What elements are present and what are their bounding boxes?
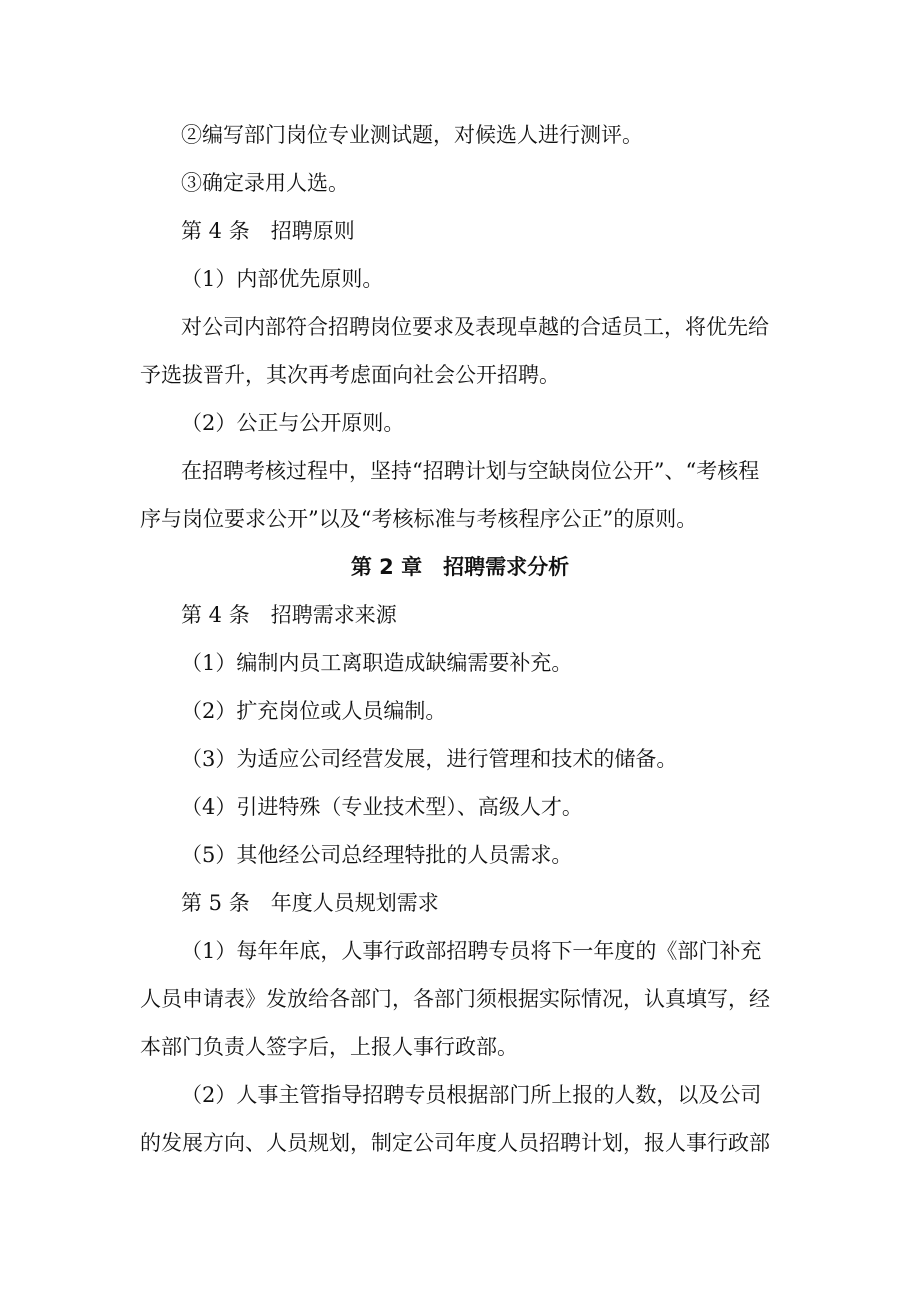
- list-item: （2）公正与公开原则。: [181, 411, 405, 435]
- paragraph-line: 在招聘考核过程中，坚持“招聘计划与空缺岗位公开”、“考核程: [181, 459, 760, 483]
- paragraph-line: ②编写部门岗位专业测试题，对候选人进行测评。: [181, 123, 643, 147]
- chapter-heading: 第 2 章 招聘需求分析: [350, 555, 570, 579]
- list-item: （1）编制内员工离职造成缺编需要补充。: [181, 651, 573, 675]
- list-item: （2）人事主管指导招聘专员根据部门所上报的人数，以及公司: [181, 1083, 762, 1107]
- list-item: （1）内部优先原则。: [181, 267, 384, 291]
- article-title: 第 4 条 招聘原则: [181, 219, 355, 243]
- paragraph-line: 对公司内部符合招聘岗位要求及表现卓越的合适员工，将优先给: [181, 315, 769, 339]
- article-title: 第 5 条 年度人员规划需求: [181, 891, 439, 915]
- paragraph-line: 序与岗位要求公开”以及“考核标准与考核程序公正”的原则。: [140, 507, 698, 531]
- paragraph-line: 本部门负责人签字后，上报人事行政部。: [140, 1035, 518, 1059]
- paragraph-line: 人员申请表》发放给各部门，各部门须根据实际情况，认真填写，经: [140, 987, 770, 1011]
- paragraph-line: 予选拔晋升，其次再考虑面向社会公开招聘。: [140, 363, 560, 387]
- paragraph-line: ③确定录用人选。: [181, 171, 349, 195]
- list-item: （4）引进特殊（专业技术型）、高级人才。: [181, 795, 583, 819]
- list-item: （2）扩充岗位或人员编制。: [181, 699, 447, 723]
- list-item: （1）每年年底，人事行政部招聘专员将下一年度的《部门补充: [181, 939, 762, 963]
- article-title: 第 4 条 招聘需求来源: [181, 603, 397, 627]
- paragraph-line: 的发展方向、人员规划，制定公司年度人员招聘计划，报人事行政部: [140, 1131, 770, 1155]
- list-item: （3）为适应公司经营发展，进行管理和技术的储备。: [181, 747, 678, 771]
- list-item: （5）其他经公司总经理特批的人员需求。: [181, 843, 573, 867]
